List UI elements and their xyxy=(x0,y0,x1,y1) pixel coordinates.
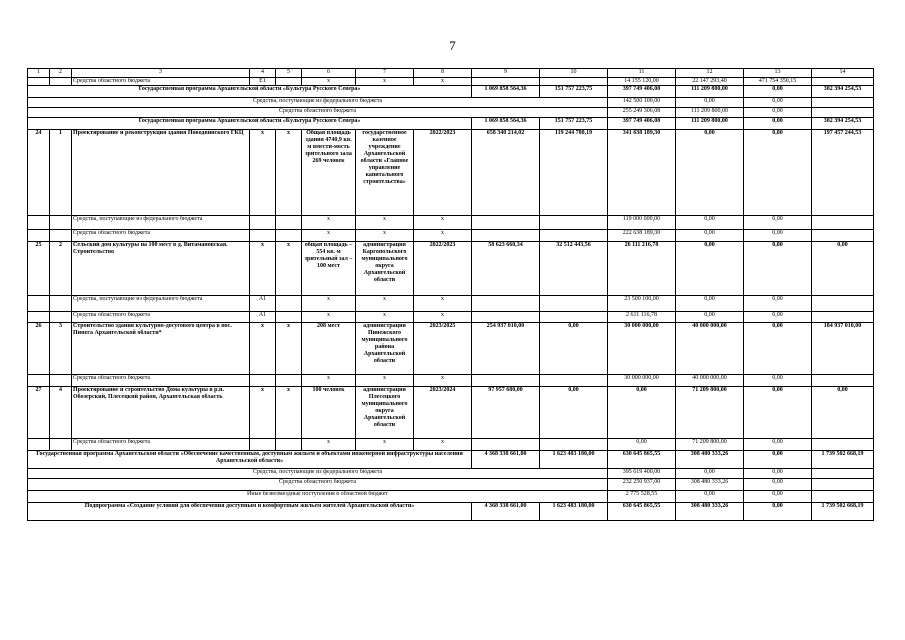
table-cell: 119 244 780,19 xyxy=(540,130,608,216)
table-cell: 4 368 338 661,00 xyxy=(472,451,540,469)
table-cell: администрация Плесецкого муниципального округа Архангельской области xyxy=(356,387,414,439)
table-cell: 0,00 xyxy=(744,312,812,323)
table-cell: 151 757 223,75 xyxy=(540,118,608,130)
table-cell: 2 611 116,78 xyxy=(608,312,676,323)
table-cell xyxy=(28,375,50,387)
table-cell xyxy=(472,296,540,312)
table-cell: x xyxy=(276,130,302,216)
table-cell: 254 937 010,00 xyxy=(472,323,540,375)
table-cell: 197 457 244,53 xyxy=(812,130,874,216)
table-cell: Средства областного бюджета xyxy=(72,375,250,387)
table-cell xyxy=(812,98,874,108)
table-cell: 0,00 xyxy=(608,387,676,439)
table-cell xyxy=(472,78,540,86)
table-cell: E1 xyxy=(250,78,276,86)
table-cell xyxy=(540,230,608,242)
table-cell: 382 394 254,53 xyxy=(812,118,874,130)
table-cell xyxy=(812,375,874,387)
column-number-cell: 8 xyxy=(414,69,472,78)
table-cell xyxy=(50,439,72,451)
table-cell: Строительство здания культурно-досугового центра в пос. Пинега Архангельской области* xyxy=(72,323,250,375)
table-cell xyxy=(50,312,72,323)
table-cell: Средства, поступающие из федерального бюджета xyxy=(72,296,250,312)
table-cell: 208 мест xyxy=(302,323,356,375)
table-cell xyxy=(812,469,874,479)
table-cell xyxy=(50,296,72,312)
table-cell: 97 957 680,00 xyxy=(472,387,540,439)
table-cell: x xyxy=(302,296,356,312)
table-cell: 1 xyxy=(50,130,72,216)
table-cell xyxy=(472,312,540,323)
column-number-cell: 5 xyxy=(276,69,302,78)
table-cell: 382 394 254,53 xyxy=(812,86,874,98)
table-cell: 26 xyxy=(28,323,50,375)
table-cell: A1 xyxy=(250,296,276,312)
table-cell: 0,00 xyxy=(676,312,744,323)
column-number-cell: 11 xyxy=(608,69,676,78)
table-cell xyxy=(28,78,50,86)
table-cell: Подпрограмма «Создание условий для обеспечения доступным и комфортным жильем жителей Архангельской области» xyxy=(28,503,472,521)
table-cell: x xyxy=(276,323,302,375)
table-row xyxy=(28,98,874,108)
table-cell xyxy=(472,230,540,242)
table-cell xyxy=(28,312,50,323)
table-cell: 397 749 406,08 xyxy=(608,118,676,130)
table-cell: x xyxy=(302,439,356,451)
table-cell: x xyxy=(414,78,472,86)
table-cell: 0,00 xyxy=(744,130,812,216)
table-cell xyxy=(812,216,874,230)
table-cell xyxy=(28,230,50,242)
table-cell: 0,00 xyxy=(676,469,744,479)
table-cell xyxy=(50,216,72,230)
table-cell: 2 775 528,55 xyxy=(608,491,676,503)
column-number-cell: 12 xyxy=(676,69,744,78)
table-cell xyxy=(50,78,72,86)
table-cell: 658 340 214,02 xyxy=(472,130,540,216)
table-cell: 0,00 xyxy=(676,242,744,296)
table-cell: Средства областного бюджета xyxy=(28,108,608,118)
table-cell: 0,00 xyxy=(744,118,812,130)
column-number-cell: 10 xyxy=(540,69,608,78)
table-cell xyxy=(540,78,608,86)
table-cell xyxy=(276,216,302,230)
column-number-cell: 9 xyxy=(472,69,540,78)
table-cell: 151 757 223,75 xyxy=(540,86,608,98)
column-number-cell: 1 xyxy=(28,69,50,78)
table-cell: 24 xyxy=(28,130,50,216)
table-cell xyxy=(276,375,302,387)
table-cell xyxy=(276,439,302,451)
table-cell: 0,00 xyxy=(744,439,812,451)
table-cell: 1 739 502 668,19 xyxy=(812,503,874,521)
table-cell xyxy=(276,296,302,312)
table-row xyxy=(28,312,874,323)
table-cell: 0,00 xyxy=(676,98,744,108)
table-cell: 308 480 333,26 xyxy=(676,451,744,469)
column-number-cell: 4 xyxy=(250,69,276,78)
table-cell: Средства, поступающие из федерального бюджета xyxy=(72,216,250,230)
table-cell xyxy=(812,296,874,312)
table-row xyxy=(28,375,874,387)
table-cell: 22 147 293,40 xyxy=(676,78,744,86)
table-cell: x xyxy=(302,216,356,230)
table-cell: x xyxy=(356,78,414,86)
table-row xyxy=(28,216,874,230)
table-cell: 4 368 338 661,00 xyxy=(472,503,540,521)
table-cell: Средства областного бюджета xyxy=(72,230,250,242)
table-cell: Государственная программа Архангельской области «Обеспечение качественным, доступным жильем и объектами инженерной инфраструктуры населения Архангельской области» xyxy=(28,451,472,469)
table-cell xyxy=(250,439,276,451)
table-cell: 111 209 800,00 xyxy=(676,108,744,118)
table-row xyxy=(28,503,874,521)
table-cell xyxy=(540,296,608,312)
table-cell: x xyxy=(414,439,472,451)
table-row xyxy=(28,118,874,130)
table-cell: x xyxy=(302,78,356,86)
table-cell: Иные безвозмездные поступления в областной бюджет xyxy=(28,491,608,503)
table-cell: 25 xyxy=(28,242,50,296)
table-cell: x xyxy=(356,216,414,230)
table-cell: 0,00 xyxy=(744,387,812,439)
table-cell: 397 749 406,08 xyxy=(608,86,676,98)
table-cell: 30 000 000,00 xyxy=(608,375,676,387)
table-cell: 23 500 100,00 xyxy=(608,296,676,312)
table-cell: 27 xyxy=(28,387,50,439)
table-cell: 0,00 xyxy=(744,451,812,469)
table-cell: x xyxy=(276,387,302,439)
table-cell: Общая площадь здания 4740,9 кв. м вмести-мость зрительного зала 269 человек xyxy=(302,130,356,216)
table-cell: Проектирование и реконструкция здания Новодвинского ГКЦ xyxy=(72,130,250,216)
table-cell: 2022/2023 xyxy=(414,242,472,296)
table-cell: Государственная программа Архангельской области «Культура Русского Севера» xyxy=(28,86,472,98)
table-cell: 395 619 400,00 xyxy=(608,469,676,479)
table-row xyxy=(28,451,874,469)
table-cell: 0,00 xyxy=(812,242,874,296)
table-cell: Государственная программа Архангельской области «Культура Русского Севера» xyxy=(28,118,472,130)
table-row xyxy=(28,78,874,86)
table-cell: 341 638 189,30 xyxy=(608,130,676,216)
table-cell: 0,00 xyxy=(540,387,608,439)
table-cell: 2022/2023 xyxy=(414,130,472,216)
table-cell: 630 645 865,55 xyxy=(608,503,676,521)
table-cell xyxy=(540,375,608,387)
table-cell: x xyxy=(414,375,472,387)
table-cell: общая площадь – 554 кв. м зрительный зал – 100 мест xyxy=(302,242,356,296)
table-cell: 0,00 xyxy=(744,216,812,230)
table-row xyxy=(28,323,874,375)
table-row xyxy=(28,130,874,216)
table-cell: 111 209 800,00 xyxy=(676,118,744,130)
table-cell: 119 000 000,00 xyxy=(608,216,676,230)
table-cell: x xyxy=(250,242,276,296)
table-cell: 630 645 865,55 xyxy=(608,451,676,469)
table-cell: 1 623 483 180,00 xyxy=(540,451,608,469)
table-cell xyxy=(812,491,874,503)
table-cell: x xyxy=(302,230,356,242)
table-cell: 71 209 800,00 xyxy=(676,439,744,451)
table-cell xyxy=(812,230,874,242)
table-cell: Средства, поступающие из федерального бюджета xyxy=(28,98,608,108)
table-cell: 142 500 100,00 xyxy=(608,98,676,108)
table-cell: x xyxy=(356,296,414,312)
table-cell xyxy=(472,216,540,230)
table-cell: 3 xyxy=(50,323,72,375)
table-cell: 111 209 800,00 xyxy=(676,86,744,98)
table-row xyxy=(28,242,874,296)
column-number-cell: 13 xyxy=(744,69,812,78)
table-cell: x xyxy=(414,312,472,323)
table-cell: 0,00 xyxy=(744,323,812,375)
table-cell: 0,00 xyxy=(744,108,812,118)
table-cell: 0,00 xyxy=(744,469,812,479)
table-cell: 0,00 xyxy=(608,439,676,451)
table-cell: 40 000 000,00 xyxy=(676,375,744,387)
table-cell xyxy=(28,296,50,312)
table-cell: x xyxy=(302,312,356,323)
table-cell: 2023/2025 xyxy=(414,323,472,375)
page-number: 7 xyxy=(449,38,456,53)
table-cell: 2 xyxy=(50,242,72,296)
table-cell: x xyxy=(414,296,472,312)
table-cell xyxy=(28,439,50,451)
table-cell: 0,00 xyxy=(744,98,812,108)
table-cell: x xyxy=(356,375,414,387)
table-cell: 0,00 xyxy=(744,296,812,312)
column-number-cell: 2 xyxy=(50,69,72,78)
table-cell: x xyxy=(250,130,276,216)
table-cell: 40 000 000,00 xyxy=(676,323,744,375)
table-cell: 0,00 xyxy=(812,387,874,439)
table-cell: администрация Пинежского муниципального района Архангельской области xyxy=(356,323,414,375)
table-cell: 71 209 800,00 xyxy=(676,387,744,439)
column-number-cell: 14 xyxy=(812,69,874,78)
table-row xyxy=(28,387,874,439)
table-cell: государственное казенное учреждение Архангельской области «Главное управление капитального строительства» xyxy=(356,130,414,216)
column-number-cell: 7 xyxy=(356,69,414,78)
table-row xyxy=(28,479,874,491)
table-cell: Проектирование и строительство Дома культуры в р.п. Обозерский, Плесецкий район, Архангельская область xyxy=(72,387,250,439)
table-cell xyxy=(250,216,276,230)
table-cell xyxy=(812,108,874,118)
table-cell: Средства областного бюджета xyxy=(72,439,250,451)
table-cell: администрация Каргопольского муниципального округа Архангельской области xyxy=(356,242,414,296)
table-cell: x xyxy=(302,375,356,387)
table-row xyxy=(28,469,874,479)
table-cell: 1 623 483 180,00 xyxy=(540,503,608,521)
table-cell: 232 250 937,00 xyxy=(608,479,676,491)
table-cell: x xyxy=(356,439,414,451)
table-cell: x xyxy=(250,387,276,439)
table-cell xyxy=(276,78,302,86)
table-cell: 255 249 306,08 xyxy=(608,108,676,118)
table-cell xyxy=(50,375,72,387)
table-cell: 308 480 333,26 xyxy=(676,503,744,521)
table-cell xyxy=(50,230,72,242)
table-cell xyxy=(472,439,540,451)
table-cell: x xyxy=(276,242,302,296)
table-cell: Сельский дом культуры на 100 мест в д. Витамановская. Строительство xyxy=(72,242,250,296)
table-row xyxy=(28,439,874,451)
table-cell: 4 xyxy=(50,387,72,439)
table-cell: 58 623 660,34 xyxy=(472,242,540,296)
table-cell: x xyxy=(250,323,276,375)
table-cell: 1 739 502 668,19 xyxy=(812,451,874,469)
table-body xyxy=(28,78,874,521)
column-number-row xyxy=(28,69,874,78)
table-cell: 26 111 216,78 xyxy=(608,242,676,296)
table-cell: 30 000 000,00 xyxy=(608,323,676,375)
table-cell: 0,00 xyxy=(676,216,744,230)
table-row xyxy=(28,86,874,98)
table-cell: Средства, поступающие из федерального бюджета xyxy=(28,469,608,479)
table-cell: 184 937 010,00 xyxy=(812,323,874,375)
table-cell: 0,00 xyxy=(744,242,812,296)
table-cell xyxy=(812,439,874,451)
table-cell xyxy=(472,375,540,387)
table-cell xyxy=(540,312,608,323)
table-cell xyxy=(812,479,874,491)
table-cell: 0,00 xyxy=(540,323,608,375)
table-cell: 308 480 333,26 xyxy=(676,479,744,491)
table-cell xyxy=(276,230,302,242)
table-cell: x xyxy=(356,312,414,323)
table-cell: 0,00 xyxy=(744,375,812,387)
table-cell: 2023/2024 xyxy=(414,387,472,439)
table-cell: 100 человек xyxy=(302,387,356,439)
table-cell xyxy=(540,439,608,451)
table-cell xyxy=(28,216,50,230)
table-cell xyxy=(812,78,874,86)
table-cell: x xyxy=(414,230,472,242)
column-number-cell: 3 xyxy=(72,69,250,78)
table-cell: x xyxy=(414,216,472,230)
table-cell: 0,00 xyxy=(744,503,812,521)
table-cell: 0,00 xyxy=(744,479,812,491)
table-cell xyxy=(540,216,608,230)
table-cell: 0,00 xyxy=(676,130,744,216)
budget-table xyxy=(27,68,874,521)
table-cell xyxy=(250,375,276,387)
table-cell: 0,00 xyxy=(676,296,744,312)
table-row xyxy=(28,491,874,503)
table-cell xyxy=(250,230,276,242)
table-cell: 1 069 858 564,36 xyxy=(472,118,540,130)
table-cell: 1 069 858 564,36 xyxy=(472,86,540,98)
table-cell xyxy=(812,312,874,323)
table-cell: 0,00 xyxy=(744,86,812,98)
table-cell: 471 754 350,15 xyxy=(744,78,812,86)
table-cell: A1 xyxy=(250,312,276,323)
table-cell: 0,00 xyxy=(744,230,812,242)
table-row xyxy=(28,108,874,118)
table-cell xyxy=(276,312,302,323)
table-cell: 0,00 xyxy=(676,491,744,503)
table-cell: Средства областного бюджета xyxy=(28,479,608,491)
table-cell: 14 155 120,00 xyxy=(608,78,676,86)
table-row xyxy=(28,230,874,242)
table-cell: Средства областного бюджета xyxy=(72,312,250,323)
table-cell: 32 512 443,56 xyxy=(540,242,608,296)
column-number-cell: 6 xyxy=(302,69,356,78)
table-cell: Средства областного бюджета xyxy=(72,78,250,86)
table-cell: 0,00 xyxy=(676,230,744,242)
table-cell: 222 638 189,30 xyxy=(608,230,676,242)
table-row xyxy=(28,296,874,312)
table-cell: x xyxy=(356,230,414,242)
table-cell: 0,00 xyxy=(744,491,812,503)
